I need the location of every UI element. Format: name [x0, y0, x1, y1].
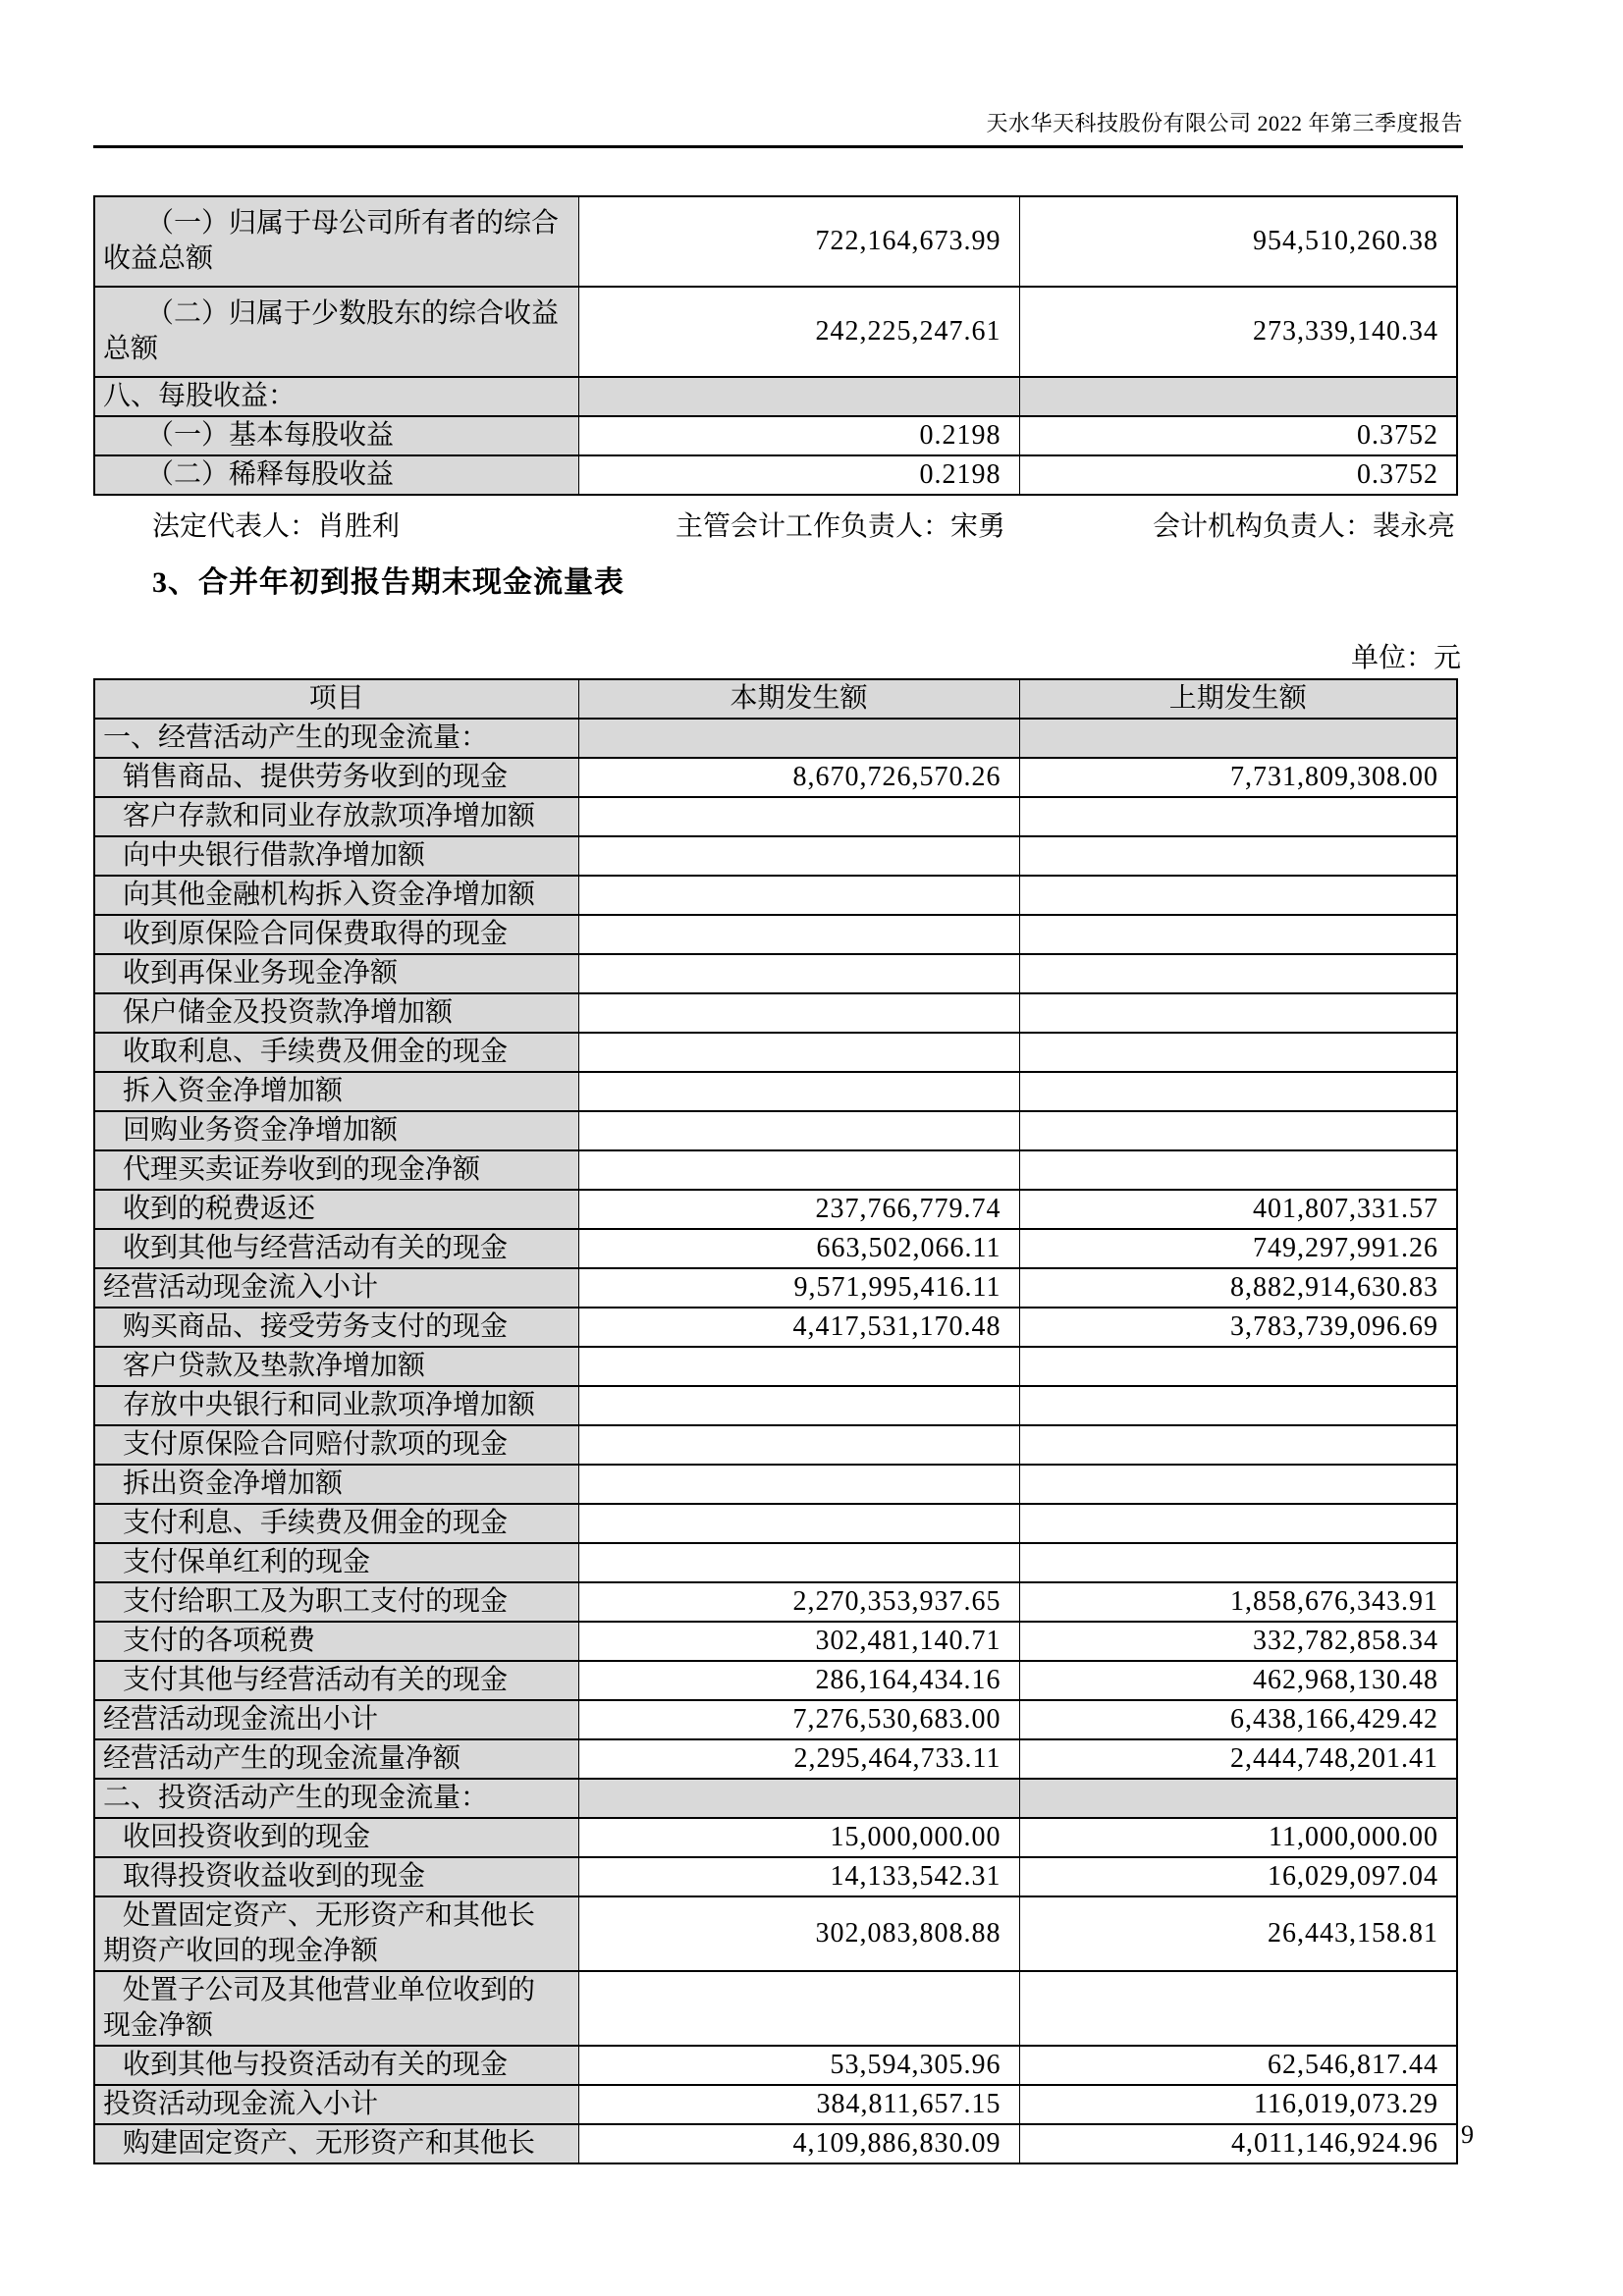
row-prior-value: 11,000,000.00 — [1019, 1818, 1457, 1857]
row-current-value — [578, 876, 1019, 915]
row-label: （一）归属于母公司所有者的综合收益总额 — [94, 196, 578, 287]
row-label: 收到原保险合同保费取得的现金 — [94, 915, 578, 954]
row-label: 收到的税费返还 — [94, 1190, 578, 1229]
cashflow-table-row — [94, 1739, 1457, 1779]
row-prior-value — [1019, 797, 1457, 836]
cashflow-table-row — [94, 719, 1457, 758]
row-prior-value: 62,546,817.44 — [1019, 2046, 1457, 2085]
row-prior-value — [1019, 377, 1457, 416]
report-header-title: 天水华天科技股份有限公司 2022 年第三季度报告 — [986, 111, 1463, 135]
row-current-value: 384,811,657.15 — [578, 2085, 1019, 2124]
row-prior-value: 462,968,130.48 — [1019, 1661, 1457, 1700]
row-prior-value — [1019, 1504, 1457, 1543]
row-prior-value: 954,510,260.38 — [1019, 196, 1457, 287]
row-prior-value: 1,858,676,343.91 — [1019, 1582, 1457, 1622]
cashflow-table-row — [94, 1229, 1457, 1268]
row-current-value — [578, 954, 1019, 993]
row-prior-value: 4,011,146,924.96 — [1019, 2124, 1457, 2163]
row-current-value — [578, 1779, 1019, 1818]
unit-label: 单位：元 — [1350, 643, 1461, 673]
row-current-value: 7,276,530,683.00 — [578, 1700, 1019, 1739]
row-label: 购建固定资产、无形资产和其他长 — [94, 2124, 578, 2163]
row-prior-value: 332,782,858.34 — [1019, 1622, 1457, 1661]
cashflow-table-row — [94, 1150, 1457, 1190]
cashflow-table-row — [94, 1661, 1457, 1700]
cashflow-table-row — [94, 2085, 1457, 2124]
cashflow-table-row — [94, 1347, 1457, 1386]
row-current-value — [578, 1543, 1019, 1582]
signature-line — [93, 509, 1463, 545]
cashflow-table-row — [94, 1190, 1457, 1229]
row-current-value: 242,225,247.61 — [578, 287, 1019, 377]
row-prior-value — [1019, 1425, 1457, 1465]
cashflow-table-row — [94, 2124, 1457, 2163]
row-prior-value: 116,019,073.29 — [1019, 2085, 1457, 2124]
income-summary-table — [93, 195, 1458, 496]
row-current-value: 8,670,726,570.26 — [578, 758, 1019, 797]
cashflow-table-row — [94, 993, 1457, 1033]
row-label: 回购业务资金净增加额 — [94, 1111, 578, 1150]
cashflow-table-row — [94, 1465, 1457, 1504]
row-label: 收回投资收到的现金 — [94, 1818, 578, 1857]
accounting-head-label: 会计机构负责人：裴永亮 — [1152, 511, 1455, 542]
row-current-value: 302,481,140.71 — [578, 1622, 1019, 1661]
row-current-value — [578, 1504, 1019, 1543]
cashflow-table-row — [94, 1111, 1457, 1150]
row-label: 经营活动现金流出小计 — [94, 1700, 578, 1739]
row-current-value — [578, 993, 1019, 1033]
cashflow-table-row — [94, 1504, 1457, 1543]
row-current-value: 237,766,779.74 — [578, 1190, 1019, 1229]
row-prior-value — [1019, 1347, 1457, 1386]
row-label: （二）稀释每股收益 — [94, 455, 578, 495]
chief-accountant-label: 主管会计工作负责人：宋勇 — [676, 511, 1006, 542]
row-label: 购买商品、接受劳务支付的现金 — [94, 1308, 578, 1347]
row-prior-value: 6,438,166,429.42 — [1019, 1700, 1457, 1739]
row-prior-value: 8,882,914,630.83 — [1019, 1268, 1457, 1308]
row-prior-value: 2,444,748,201.41 — [1019, 1739, 1457, 1779]
row-prior-value — [1019, 1150, 1457, 1190]
row-label: （一）基本每股收益 — [94, 416, 578, 455]
income-table-row — [94, 287, 1457, 377]
cashflow-table-row — [94, 758, 1457, 797]
row-current-value — [578, 797, 1019, 836]
row-current-value: 302,083,808.88 — [578, 1896, 1019, 1971]
cashflow-table-row — [94, 915, 1457, 954]
row-current-value: 4,417,531,170.48 — [578, 1308, 1019, 1347]
cashflow-table-row — [94, 1622, 1457, 1661]
cashflow-table-row — [94, 1268, 1457, 1308]
row-prior-value: 16,029,097.04 — [1019, 1857, 1457, 1896]
row-current-value: 0.2198 — [578, 455, 1019, 495]
row-label: 支付利息、手续费及佣金的现金 — [94, 1504, 578, 1543]
row-prior-value — [1019, 1779, 1457, 1818]
row-current-value — [578, 1386, 1019, 1425]
row-prior-value: 3,783,739,096.69 — [1019, 1308, 1457, 1347]
row-current-value — [578, 1971, 1019, 2046]
row-label: 经营活动产生的现金流量净额 — [94, 1739, 578, 1779]
row-current-value — [578, 836, 1019, 876]
page-content — [93, 0, 1463, 2164]
row-current-value: 722,164,673.99 — [578, 196, 1019, 287]
row-label: 投资活动现金流入小计 — [94, 2085, 578, 2124]
row-current-value — [578, 1150, 1019, 1190]
cashflow-table-row — [94, 1779, 1457, 1818]
row-label: 拆出资金净增加额 — [94, 1465, 578, 1504]
row-label: 收取利息、手续费及佣金的现金 — [94, 1033, 578, 1072]
row-current-value: 4,109,886,830.09 — [578, 2124, 1019, 2163]
row-current-value — [578, 1072, 1019, 1111]
row-prior-value: 0.3752 — [1019, 455, 1457, 495]
row-label: 支付的各项税费 — [94, 1622, 578, 1661]
row-prior-value — [1019, 1971, 1457, 2046]
row-current-value: 2,295,464,733.11 — [578, 1739, 1019, 1779]
row-label: 八、每股收益： — [94, 377, 578, 416]
cashflow-table-row — [94, 1582, 1457, 1622]
row-label: 保户储金及投资款净增加额 — [94, 993, 578, 1033]
row-current-value — [578, 1033, 1019, 1072]
row-label: 客户存款和同业存放款项净增加额 — [94, 797, 578, 836]
row-prior-value: 0.3752 — [1019, 416, 1457, 455]
row-prior-value — [1019, 954, 1457, 993]
cashflow-table-row — [94, 1543, 1457, 1582]
cashflow-table — [93, 678, 1458, 2164]
row-label: 支付给职工及为职工支付的现金 — [94, 1582, 578, 1622]
row-prior-value: 401,807,331.57 — [1019, 1190, 1457, 1229]
row-current-value — [578, 1425, 1019, 1465]
row-current-value: 0.2198 — [578, 416, 1019, 455]
row-current-value: 286,164,434.16 — [578, 1661, 1019, 1700]
row-prior-value: 7,731,809,308.00 — [1019, 758, 1457, 797]
row-label: 存放中央银行和同业款项净增加额 — [94, 1386, 578, 1425]
row-current-value: 663,502,066.11 — [578, 1229, 1019, 1268]
row-current-value — [578, 915, 1019, 954]
row-prior-value — [1019, 719, 1457, 758]
income-table-row — [94, 455, 1457, 495]
section-heading: 3、合并年初到报告期末现金流量表 — [152, 566, 624, 599]
row-current-value: 14,133,542.31 — [578, 1857, 1019, 1896]
row-label: 拆入资金净增加额 — [94, 1072, 578, 1111]
row-label: 处置子公司及其他营业单位收到的现金净额 — [94, 1971, 578, 2046]
income-table-row — [94, 416, 1457, 455]
row-prior-value — [1019, 915, 1457, 954]
row-label: 收到其他与投资活动有关的现金 — [94, 2046, 578, 2085]
cashflow-table-row — [94, 1857, 1457, 1896]
row-label: 处置固定资产、无形资产和其他长期资产收回的现金净额 — [94, 1896, 578, 1971]
row-label: 二、投资活动产生的现金流量： — [94, 1779, 578, 1818]
cashflow-table-row — [94, 797, 1457, 836]
cashflow-table-row — [94, 1033, 1457, 1072]
row-label: 销售商品、提供劳务收到的现金 — [94, 758, 578, 797]
row-prior-value — [1019, 993, 1457, 1033]
row-label: 客户贷款及垫款净增加额 — [94, 1347, 578, 1386]
cashflow-table-row — [94, 1818, 1457, 1857]
row-label: 经营活动现金流入小计 — [94, 1268, 578, 1308]
row-label: 代理买卖证券收到的现金净额 — [94, 1150, 578, 1190]
row-label: 向其他金融机构拆入资金净增加额 — [94, 876, 578, 915]
row-current-value: 2,270,353,937.65 — [578, 1582, 1019, 1622]
row-prior-value: 273,339,140.34 — [1019, 287, 1457, 377]
row-prior-value — [1019, 1543, 1457, 1582]
row-prior-value — [1019, 836, 1457, 876]
cashflow-table-row — [94, 836, 1457, 876]
row-current-value — [578, 719, 1019, 758]
row-prior-value — [1019, 876, 1457, 915]
cashflow-table-row — [94, 1425, 1457, 1465]
row-current-value — [578, 1111, 1019, 1150]
cashflow-table-row — [94, 954, 1457, 993]
row-prior-value — [1019, 1386, 1457, 1425]
cashflow-table-row — [94, 876, 1457, 915]
row-current-value: 15,000,000.00 — [578, 1818, 1019, 1857]
cashflow-table-row — [94, 1700, 1457, 1739]
cashflow-header-row — [94, 679, 1457, 719]
income-table-row — [94, 196, 1457, 287]
row-current-value: 53,594,305.96 — [578, 2046, 1019, 2085]
row-prior-value: 749,297,991.26 — [1019, 1229, 1457, 1268]
column-header-prior-period: 上期发生额 — [1019, 679, 1457, 719]
legal-representative-label: 法定代表人：肖胜利 — [152, 511, 401, 542]
row-prior-value: 26,443,158.81 — [1019, 1896, 1457, 1971]
cashflow-table-row — [94, 2046, 1457, 2085]
row-prior-value — [1019, 1465, 1457, 1504]
row-label: 支付保单红利的现金 — [94, 1543, 578, 1582]
row-label: 取得投资收益收到的现金 — [94, 1857, 578, 1896]
row-prior-value — [1019, 1111, 1457, 1150]
row-current-value — [578, 377, 1019, 416]
row-prior-value — [1019, 1033, 1457, 1072]
cashflow-table-row — [94, 1308, 1457, 1347]
row-label: （二）归属于少数股东的综合收益总额 — [94, 287, 578, 377]
cashflow-table-row — [94, 1971, 1457, 2046]
cashflow-table-row — [94, 1386, 1457, 1425]
row-label: 收到再保业务现金净额 — [94, 954, 578, 993]
page-number: 9 — [1461, 2120, 1474, 2149]
column-header-current-period: 本期发生额 — [578, 679, 1019, 719]
row-prior-value — [1019, 1072, 1457, 1111]
row-current-value — [578, 1465, 1019, 1504]
row-label: 支付原保险合同赔付款项的现金 — [94, 1425, 578, 1465]
row-label: 收到其他与经营活动有关的现金 — [94, 1229, 578, 1268]
column-header-item: 项目 — [94, 679, 578, 719]
row-label: 支付其他与经营活动有关的现金 — [94, 1661, 578, 1700]
row-current-value — [578, 1347, 1019, 1386]
header-rule — [93, 145, 1463, 148]
cashflow-table-row — [94, 1896, 1457, 1971]
row-current-value: 9,571,995,416.11 — [578, 1268, 1019, 1308]
row-label: 向中央银行借款净增加额 — [94, 836, 578, 876]
income-table-row — [94, 377, 1457, 416]
row-label: 一、经营活动产生的现金流量： — [94, 719, 578, 758]
cashflow-table-row — [94, 1072, 1457, 1111]
